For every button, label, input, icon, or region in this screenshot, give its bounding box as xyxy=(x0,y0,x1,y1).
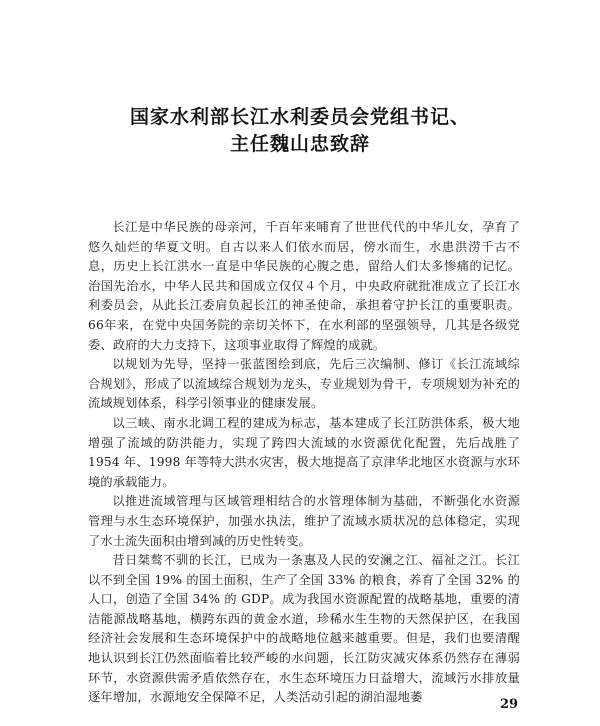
paragraph-4: 以推进流域管理与区域管理相结合的水管理体制为基础，不断强化水资源管理与水生态环境保护，加强水执法，维护了流域水质状况的总体稳定，实现了水土流失面积由增到减的历史性转变。 xyxy=(88,494,520,548)
paragraph-3: 以三峡、南水北调工程的建成为标志，基本建成了长江防洪体系，极大地增强了流域的防洪能力，实现了跨四大流域的水资源优化配置，先后战胜了 1954 年、1998 年等特大洪水灾害，极大地提高了京津华北地区水资源与水环境的承载能力。 xyxy=(88,415,520,489)
title-line-2: 主任魏山忠致辞 xyxy=(229,133,370,155)
paragraph-5: 昔日桀骜不驯的长江，已成为一条惠及人民的安澜之江、福祉之江。长江以不到全国 19% 的国土面积，生产了全国 33% 的粮食，养育了全国 32% 的人口，创造了全国 34% 的 GDP。成为我国水资源配置的战略基地，重要的清洁能源战略基地，横跨东西的黄金水道，珍稀水生生物的天然保护区，在我国经济社会发展和生态环境保护中的战略地位越来越重要。但是，我们也要清醒地认识到长江仍然面临着比较严峻的水问题，长江防灾减灾体系仍然存在薄弱环节，水资源供需矛盾依然存在，水生态环境压力日益增大，流域污水排放量逐年增加，水源地安全保障不足，人类活动引起的湖泊湿地萎 xyxy=(88,553,520,705)
body-text xyxy=(88,218,520,708)
page-title xyxy=(60,104,540,158)
paragraph-2: 以规划为先导，坚持一张蓝图绘到底，先后三次编制、修订《长江流域综合规划》，形成了以流域综合规划为龙头，专业规划为骨干，专项规划为补充的流域规划体系，科学引领事业的健康发展。 xyxy=(88,357,520,411)
page-number: 29 xyxy=(500,697,519,712)
title-line-1: 国家水利部长江水利委员会党组书记、 xyxy=(129,106,470,128)
paragraph-1: 长江是中华民族的母亲河，千百年来哺育了世世代代的中华儿女，孕育了悠久灿烂的华夏文明。自古以来人们依水而居，傍水而生，水患洪涝千古不息，历史上长江洪水一直是中华民族的心腹之患，留给人们太多惨痛的记忆。治国先治水，中华人民共和国成立仅仅４个月，中央政府就批准成立了长江水利委员会，从此长江委肩负起长江的神圣使命，承担着守护长江的重要职责。66年来，在党中央国务院的亲切关怀下，在水利部的坚强领导，几其是各级党委、政府的大力支持下，这项事业取得了辉煌的成就。 xyxy=(88,220,520,352)
